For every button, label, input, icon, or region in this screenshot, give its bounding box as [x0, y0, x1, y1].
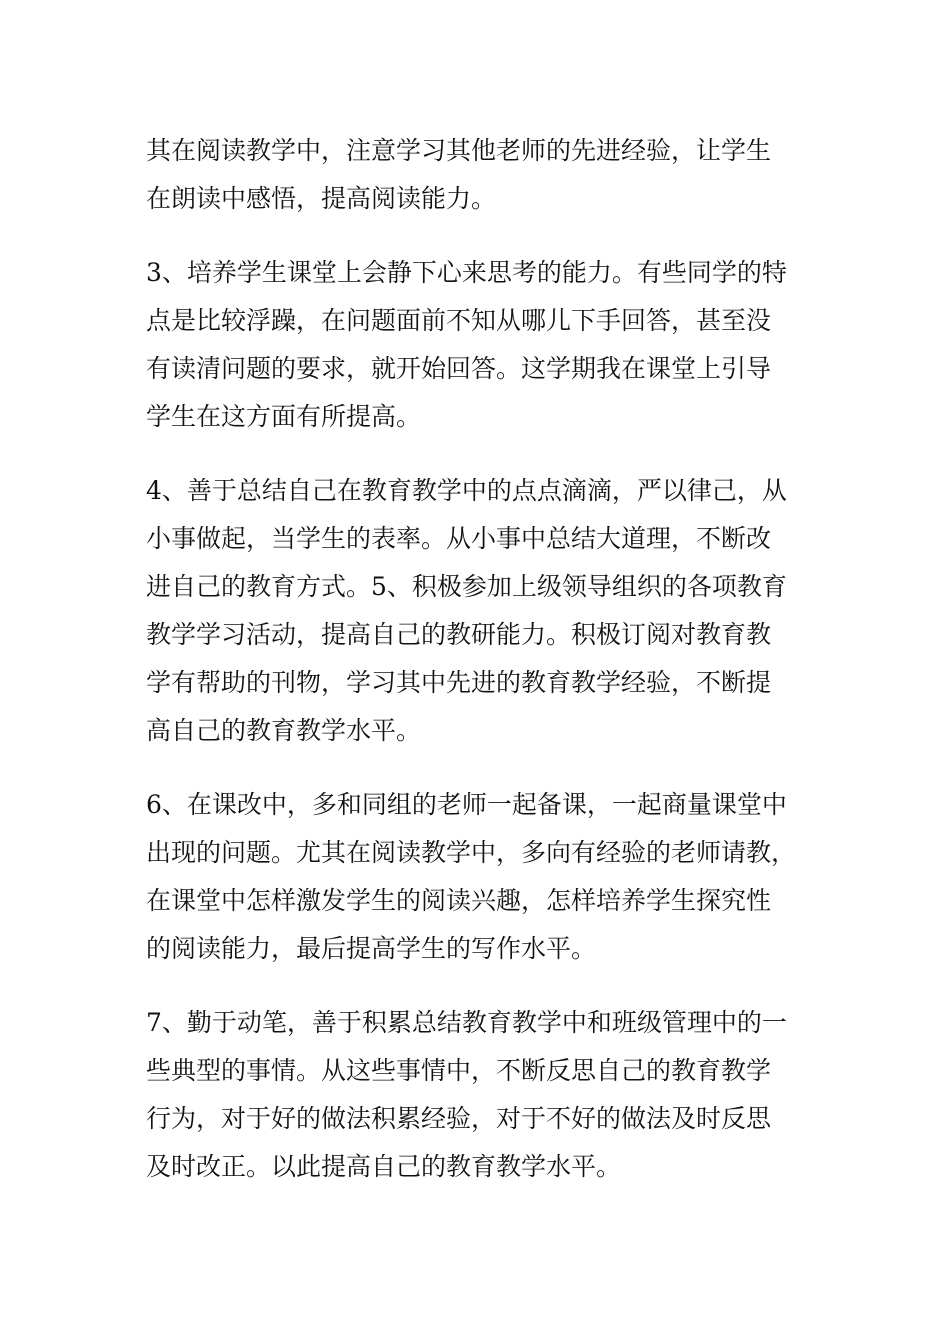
text-line: 3、培养学生课堂上会静下心来思考的能力。有些同学的特 — [146, 258, 787, 287]
text-line: 高自己的教育教学水平。 — [146, 716, 422, 745]
text-line: 在朗读中感悟，提高阅读能力。 — [146, 184, 497, 213]
text-line: 教学学习活动，提高自己的教研能力。积极订阅对教育教 — [146, 620, 772, 649]
paragraph — [146, 127, 816, 223]
text-line: 小事做起，当学生的表率。从小事中总结大道理，不断改 — [146, 524, 772, 553]
text-line: 学生在这方面有所提高。 — [146, 402, 422, 431]
document-body — [146, 127, 816, 1217]
paragraph — [146, 467, 816, 755]
text-line: 及时改正。以此提高自己的教育教学水平。 — [146, 1152, 622, 1181]
text-line: 进自己的教育方式。5、积极参加上级领导组织的各项教育 — [146, 572, 787, 601]
paragraph — [146, 999, 816, 1191]
text-line: 行为，对于好的做法积累经验，对于不好的做法及时反思 — [146, 1104, 772, 1133]
text-line: 在课堂中怎样激发学生的阅读兴趣，怎样培养学生探究性 — [146, 886, 772, 915]
text-line: 7、勤于动笔，善于积累总结教育教学中和班级管理中的一 — [146, 1008, 787, 1037]
text-line: 的阅读能力，最后提高学生的写作水平。 — [146, 934, 597, 963]
text-line: 其在阅读教学中，注意学习其他老师的先进经验，让学生 — [146, 136, 772, 165]
text-line: 有读清问题的要求，就开始回答。这学期我在课堂上引导 — [146, 354, 772, 383]
text-line: 学有帮助的刊物，学习其中先进的教育教学经验，不断提 — [146, 668, 772, 697]
text-line: 点是比较浮躁，在问题面前不知从哪儿下手回答，甚至没 — [146, 306, 772, 335]
text-line: 些典型的事情。从这些事情中，不断反思自己的教育教学 — [146, 1056, 772, 1085]
text-line: 4、善于总结自己在教育教学中的点点滴滴，严以律己，从 — [146, 476, 787, 505]
paragraph — [146, 249, 816, 441]
paragraph — [146, 781, 816, 973]
text-line: 出现的问题。尤其在阅读教学中，多向有经验的老师请教， — [146, 838, 797, 867]
text-line: 6、在课改中，多和同组的老师一起备课，一起商量课堂中 — [146, 790, 787, 819]
